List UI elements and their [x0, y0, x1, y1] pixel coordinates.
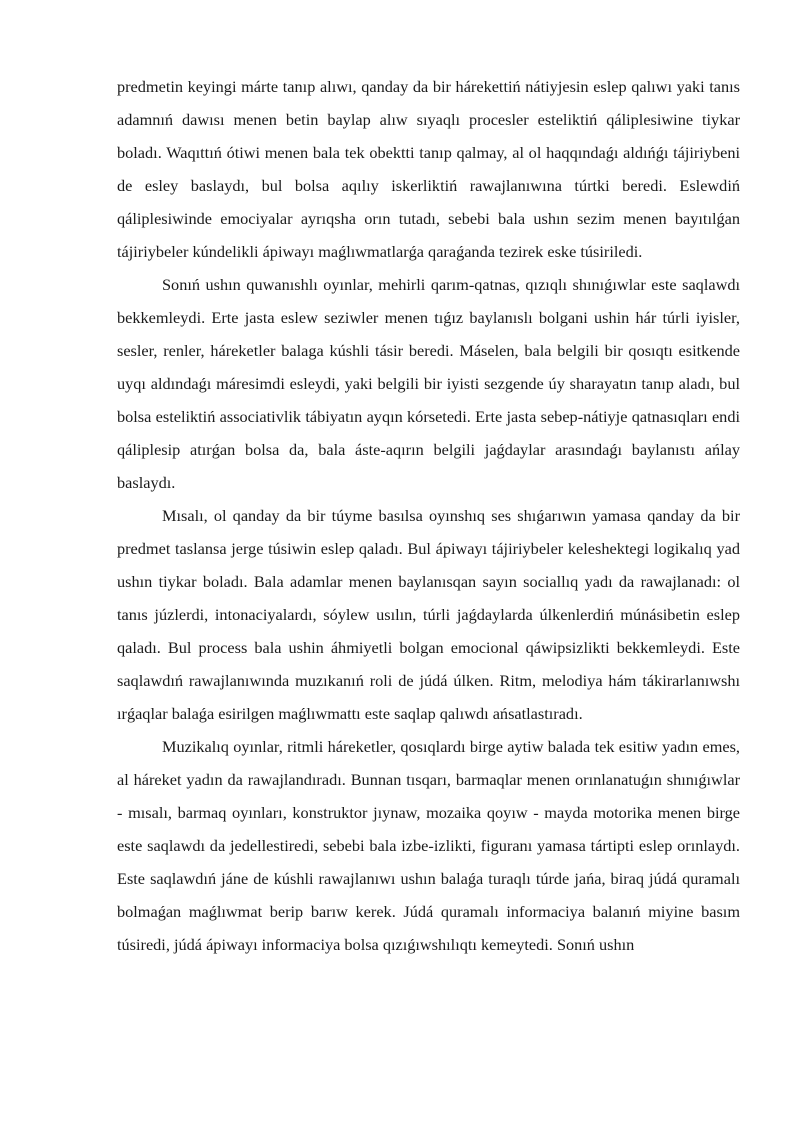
paragraph-3: Mısalı, ol qanday da bir túyme basılsa oyınshıq ses shıǵarıwın yamasa qanday da bir predmet taslansa jerge túsiwin eslep qaladı. Bul ápiwayı tájiriybeler keleshektegi logikalıq yad ushın tiykar boladı. Bala adamlar menen baylanısqan sayın sociallıq yadı da rawajlanadı: ol tanıs júzlerdi, intonaciyalardı, sóylew usılın, túrli jaǵdaylarda úlkenlerdiń múnásibetin eslep qaladı. Bul process bala ushin áhmiyetli bolgan emocional qáwipsizlikti bekkemleydi. Este saqlawdıń rawajlanıwında muzıkanıń roli de júdá úlken. Ritm, melodiya hám tákirarlanıwshı ırǵaqlar balaǵa esirilgen maǵlıwmattı este saqlap qalıwdı ańsatlastıradı. — [117, 506, 740, 723]
document-body — [117, 70, 740, 961]
paragraph-1: predmetin keyingi márte tanıp alıwı, qanday da bir hárekettiń nátiyjesin eslep qalıwı yaki tanıs adamnıń dawısı menen betin baylap alıw sıyaqlı procesler esteliktiń qáliplesiwine tiykar boladı. Waqıttıń ótiwi menen bala tek obektti tanıp qalmay, al ol haqqındaǵı aldıńǵı tájiriybeni de esley baslaydı, bul bolsa aqılıy iskerliktiń rawajlanıwına túrtki beredi. Eslewdiń qáliplesiwinde emociyalar ayrıqsha orın tutadı, sebebi bala ushın sezim menen bayıtılǵan tájiriybeler kúndelikli ápiwayı maǵlıwmatlarǵa qaraǵanda tezirek eske túsiriledi. — [117, 77, 740, 261]
paragraph-2: Sonıń ushın quwanıshlı oyınlar, mehirli qarım-qatnas, qızıqlı shınıǵıwlar este saqlawdı bekkemleydi. Erte jasta eslew seziwler menen tıǵız baylanıslı bolgani ushin hár túrli iyisler, sesler, renler, háreketler balaga kúshli tásir beredi. Máselen, bala belgili bir qosıqtı esitkende uyqı aldındaǵı máresimdi esleydi, yaki belgili bir iyisti sezgende úy sharayatın tanıp aladı, bul bolsa esteliktiń associativlik tábiyatın ayqın kórsetedi. Erte jasta sebep-nátiyje qatnasıqları endi qáliplesip atırǵan bolsa da, bala áste-aqırın belgili jaǵdaylar arasındaǵı baylanıstı ańlay baslaydı. — [117, 275, 740, 492]
paragraph-4: Muzikalıq oyınlar, ritmli háreketler, qosıqlardı birge aytiw balada tek esitiw yadın emes, al háreket yadın da rawajlandıradı. Bunnan tısqarı, barmaqlar menen orınlanatuǵın shınıǵıwlar - mısalı, barmaq oyınları, konstruktor jıynaw, mozaika qoyıw - mayda motorika menen birge este saqlawdı da jedellestiredi, sebebi bala izbe-izlikti, figuranı yamasa tártipti eslep orınlaydı. Este saqlawdıń jáne de kúshli rawajlanıwı ushın balaǵa turaqlı túrde jańa, biraq júdá quramalı bolmaǵan maǵlıwmat berip barıw kerek. Júdá quramalı informaciya balanıń miyine basım túsiredi, júdá ápiwayı informaciya bolsa qızıǵıwshılıqtı kemeytedi. Sonıń ushın — [117, 737, 740, 954]
